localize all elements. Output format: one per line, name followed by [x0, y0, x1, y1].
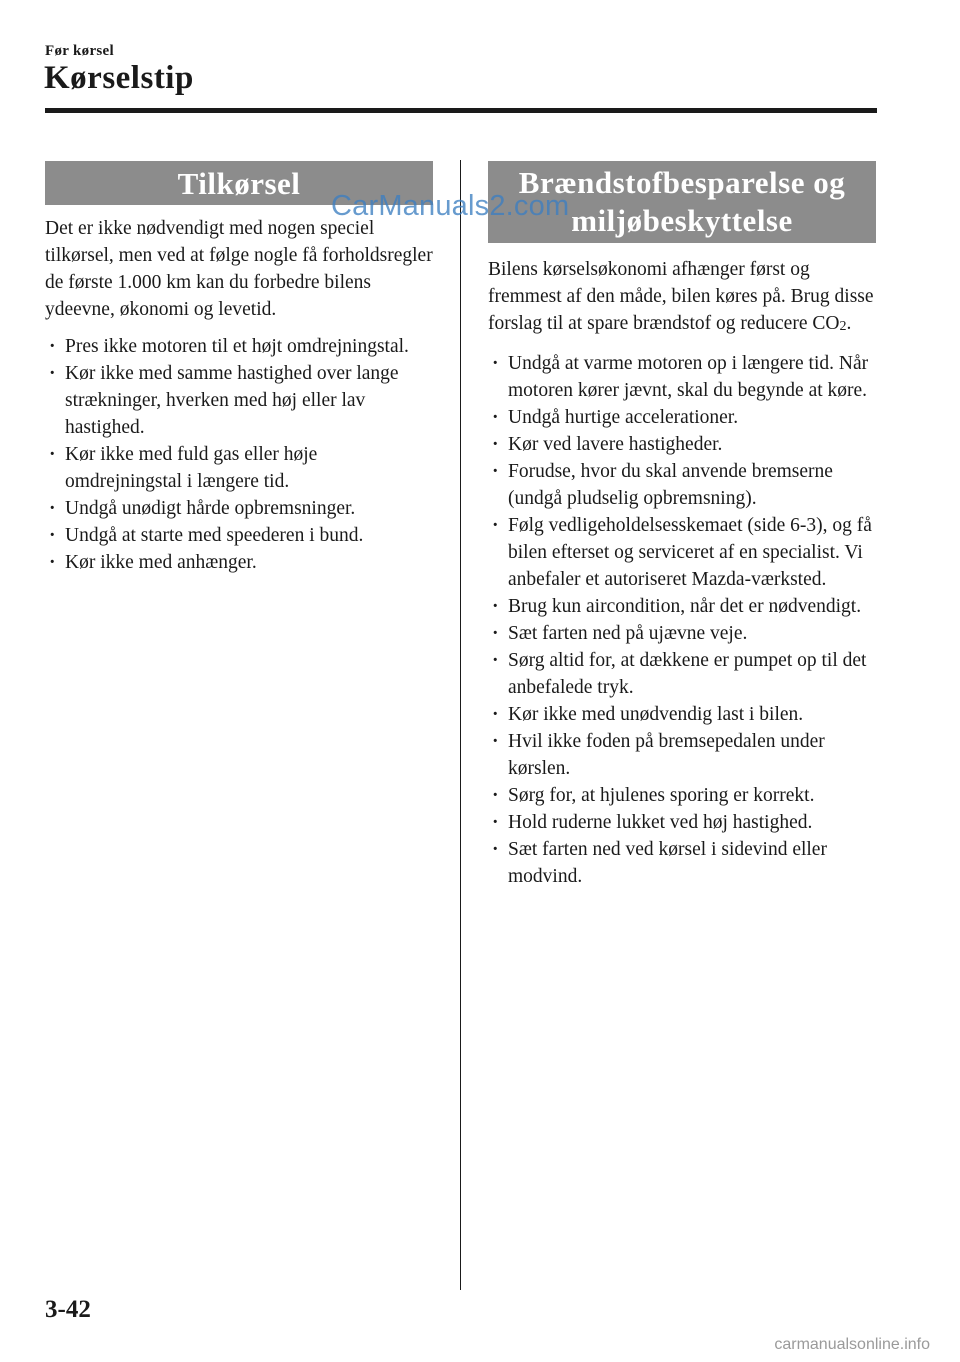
- list-item-text: Brug kun aircondition, når det er nødvendigt.: [508, 596, 862, 617]
- bullet-dot: ·: [49, 336, 56, 357]
- list-item-text: Sørg altid for, at dækkene er pumpet op til det anbefalede tryk.: [508, 650, 867, 698]
- list-item: [488, 701, 876, 728]
- bullet-dot: ·: [492, 704, 499, 725]
- list-item-text: Undgå unødigt hårde opbremsninger.: [65, 498, 356, 519]
- bullet-dot: ·: [492, 650, 499, 671]
- right-column: [488, 161, 876, 890]
- section-label: Før kørsel: [45, 43, 114, 59]
- list-item-text: Undgå at varme motoren op i længere tid. Når motoren kører jævnt, skal du begynde at køre.: [508, 353, 869, 401]
- bullet-dot: ·: [492, 623, 499, 644]
- fuel-economy-heading: Brændstofbesparelse og miljøbeskyttelse: [488, 161, 876, 243]
- list-item: [488, 809, 876, 836]
- list-item-text: Kør ikke med samme hastighed over lange strækninger, hverken med høj eller lav hastighed.: [65, 363, 399, 438]
- list-item-text: Kør ikke med fuld gas eller høje omdrejningstal i længere tid.: [65, 444, 318, 492]
- co2-subscript: 2: [839, 319, 847, 334]
- bullet-dot: ·: [492, 812, 499, 833]
- list-item: [45, 360, 433, 441]
- site-watermark: CarManuals2.com: [331, 190, 570, 222]
- bullet-dot: ·: [492, 353, 499, 374]
- bullet-dot: ·: [49, 498, 56, 519]
- list-item: [488, 836, 876, 890]
- list-item-text: Sørg for, at hjulenes sporing er korrekt.: [508, 785, 815, 806]
- list-item-text: Undgå hurtige accelerationer.: [508, 407, 739, 428]
- list-item: [488, 512, 876, 593]
- list-item: [488, 431, 876, 458]
- fuel-economy-intro: [488, 256, 876, 340]
- list-item: [488, 647, 876, 701]
- break-in-list: [45, 333, 433, 576]
- left-column: [45, 161, 433, 576]
- list-item-text: Hold ruderne lukket ved høj hastighed.: [508, 812, 813, 833]
- bullet-dot: ·: [492, 596, 499, 617]
- list-item-text: Kør ikke med anhænger.: [65, 552, 257, 573]
- bullet-dot: ·: [492, 785, 499, 806]
- list-item-text: Sæt farten ned ved kørsel i sidevind eller modvind.: [508, 839, 827, 887]
- break-in-heading: Tilkørsel: [45, 161, 433, 205]
- list-item: [488, 620, 876, 647]
- list-item: [45, 522, 433, 549]
- bullet-dot: ·: [492, 407, 499, 428]
- break-in-intro: Det er ikke nødvendigt med nogen speciel tilkørsel, men ved at følge nogle få forholdsregler de første 1.000 km kan du forbedre bilens ydeevne, økonomi og levetid.: [45, 218, 433, 320]
- list-item-text: Kør ved lavere hastigheder.: [508, 434, 723, 455]
- list-item-text: Pres ikke motoren til et højt omdrejningstal.: [65, 336, 409, 357]
- list-item: [45, 495, 433, 522]
- bullet-dot: ·: [492, 839, 499, 860]
- bullet-dot: ·: [492, 731, 499, 752]
- list-item: [488, 350, 876, 404]
- header-rule: [45, 108, 877, 113]
- list-item-text: Forudse, hvor du skal anvende bremserne (undgå pludselig opbremsning).: [508, 461, 833, 509]
- list-item: [45, 549, 433, 576]
- bullet-dot: ·: [49, 552, 56, 573]
- footer-watermark: carmanualsonline.info: [774, 1336, 930, 1353]
- list-item: [45, 333, 433, 360]
- fuel-economy-intro-end: .: [846, 313, 852, 334]
- bullet-dot: ·: [49, 444, 56, 465]
- list-item: [45, 441, 433, 495]
- list-item: [488, 782, 876, 809]
- page-title: Kørselstip: [44, 60, 194, 96]
- list-item-text: Sæt farten ned på ujævne veje.: [508, 623, 748, 644]
- page-number: 3-42: [45, 1296, 91, 1323]
- bullet-dot: ·: [49, 363, 56, 384]
- fuel-economy-intro-text: Bilens kørselsøkonomi afhænger først og fremmest af den måde, bilen køres på. Brug disse forslag til at spare brændstof og reducere CO: [488, 259, 874, 334]
- column-divider: [460, 160, 461, 1290]
- bullet-dot: ·: [492, 515, 499, 536]
- bullet-dot: ·: [49, 525, 56, 546]
- list-item-text: Hvil ikke foden på bremsepedalen under kørslen.: [508, 731, 825, 779]
- bullet-dot: ·: [492, 461, 499, 482]
- list-item: [488, 458, 876, 512]
- list-item: [488, 728, 876, 782]
- list-item-text: Kør ikke med unødvendig last i bilen.: [508, 704, 804, 725]
- list-item-text: Undgå at starte med speederen i bund.: [65, 525, 364, 546]
- list-item: [488, 593, 876, 620]
- list-item: [488, 404, 876, 431]
- list-item-text: Følg vedligeholdelsesskemaet (side 6-3), og få bilen efterset og serviceret af en specialist. Vi anbefaler et autoriseret Mazda-værksted.: [508, 515, 872, 590]
- bullet-dot: ·: [492, 434, 499, 455]
- fuel-economy-list: [488, 350, 876, 890]
